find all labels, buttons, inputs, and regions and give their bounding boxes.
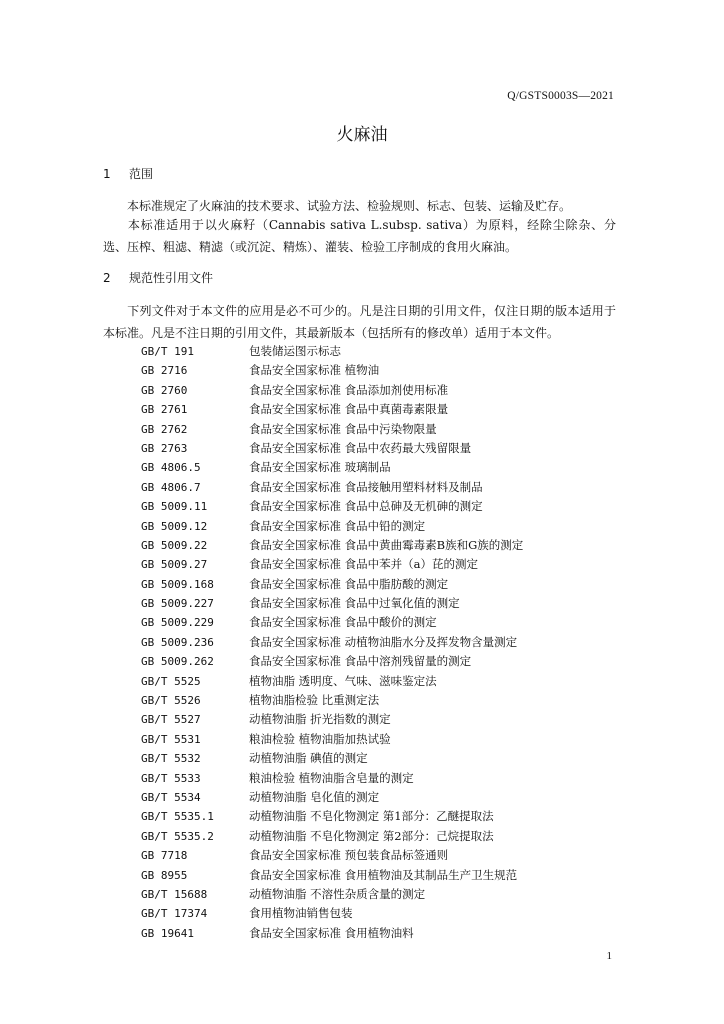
reference-code: GB 2763 xyxy=(141,441,188,455)
reference-item xyxy=(141,710,621,729)
reference-title: 动植物油脂 不溶性杂质含量的测定 xyxy=(249,886,426,901)
reference-item xyxy=(141,924,621,943)
reference-code: GB 5009.229 xyxy=(141,616,214,630)
reference-code: GB 5009.236 xyxy=(141,635,214,649)
reference-title: 食品安全国家标准 食用植物油料 xyxy=(249,925,414,940)
reference-code: GB 5009.27 xyxy=(141,558,208,572)
reference-item xyxy=(141,613,621,632)
reference-item xyxy=(141,342,621,361)
reference-title: 食品安全国家标准 食品中苯并（a）芘的测定 xyxy=(249,557,479,572)
reference-code: GB/T 17374 xyxy=(141,907,208,921)
reference-item xyxy=(141,788,621,807)
reference-title: 食品安全国家标准 食品中铅的测定 xyxy=(249,518,426,533)
paragraph-text: 本标准适用于以火麻籽（Cannabis sativa L.subsp. sativa）为原料，经除尘除杂、分选、压榨、粗滤、精滤（或沉淀、精炼）、灌装、检验工序制成的食用火麻油。 xyxy=(103,218,616,254)
reference-title: 粮油检验 植物油脂含皂量的测定 xyxy=(249,770,414,785)
reference-item xyxy=(141,400,621,419)
reference-code: GB 8955 xyxy=(141,868,188,882)
reference-title: 包装储运图示标志 xyxy=(249,344,341,358)
reference-item xyxy=(141,497,621,516)
reference-code: GB/T 5526 xyxy=(141,694,201,708)
reference-item xyxy=(141,652,621,671)
reference-title: 动植物油脂 不皂化物测定 第2部分：己烷提取法 xyxy=(249,828,494,843)
reference-title: 食品安全国家标准 食品接触用塑料材料及制品 xyxy=(249,479,483,494)
page-number: 1 xyxy=(606,950,612,962)
reference-title: 动植物油脂 不皂化物测定 第1部分：乙醚提取法 xyxy=(249,809,494,824)
reference-item xyxy=(141,827,621,846)
reference-title: 粮油检验 植物油脂加热试验 xyxy=(249,731,391,746)
section-number: 1 xyxy=(103,167,111,181)
reference-item xyxy=(141,730,621,749)
reference-code: GB/T 5535.1 xyxy=(141,810,214,824)
reference-code: GB 7718 xyxy=(141,849,188,863)
reference-title: 动植物油脂 皂化值的测定 xyxy=(249,789,380,804)
section-heading-scope xyxy=(103,165,153,182)
reference-item xyxy=(141,420,621,439)
paragraph-text: 本标准规定了火麻油的技术要求、试验方法、检验规则、标志、包装、运输及贮存。 xyxy=(127,199,572,213)
reference-code: GB 5009.168 xyxy=(141,577,214,591)
reference-item xyxy=(141,866,621,885)
reference-title: 食品安全国家标准 食品中农药最大残留限量 xyxy=(249,440,472,455)
paragraph-text: 下列文件对于本文件的应用是必不可少的。凡是注日期的引用文件，仅注日期的版本适用于本标准。凡是不注日期的引用文件，其最新版本（包括所有的修改单）适用于本文件。 xyxy=(103,304,616,340)
reference-code: GB/T 5527 xyxy=(141,713,201,727)
reference-title: 食品安全国家标准 食品中酸价的测定 xyxy=(249,615,437,630)
reference-list xyxy=(141,342,621,943)
reference-title: 食品安全国家标准 食品中脂肪酸的测定 xyxy=(249,576,449,591)
reference-code: GB 5009.262 xyxy=(141,655,214,669)
reference-item xyxy=(141,361,621,380)
standard-code: Q/GSTS0003S—2021 xyxy=(507,90,614,102)
reference-item xyxy=(141,672,621,691)
reference-item xyxy=(141,439,621,458)
reference-title: 食品安全国家标准 动植物油脂水分及挥发物含量测定 xyxy=(249,634,518,649)
reference-title: 食品安全国家标准 食品中溶剂残留量的测定 xyxy=(249,654,472,669)
reference-item xyxy=(141,555,621,574)
reference-item xyxy=(141,536,621,555)
reference-code: GB 4806.7 xyxy=(141,480,201,494)
reference-title: 食品安全国家标准 植物油 xyxy=(249,363,380,378)
reference-item xyxy=(141,478,621,497)
reference-code: GB 4806.5 xyxy=(141,461,201,475)
reference-title: 动植物油脂 碘值的测定 xyxy=(249,751,368,766)
reference-item xyxy=(141,904,621,923)
reference-code: GB/T 5533 xyxy=(141,771,201,785)
section-title: 规范性引用文件 xyxy=(129,271,214,285)
reference-code: GB 2762 xyxy=(141,422,188,436)
section-title: 范围 xyxy=(129,167,154,181)
reference-code: GB/T 5535.2 xyxy=(141,829,214,843)
reference-code: GB 2716 xyxy=(141,364,188,378)
reference-title: 食品安全国家标准 食品添加剂使用标准 xyxy=(249,382,449,397)
section-number: 2 xyxy=(103,271,111,285)
reference-title: 食品安全国家标准 食用植物油及其制品生产卫生规范 xyxy=(249,867,518,882)
reference-title: 食品安全国家标准 食品中污染物限量 xyxy=(249,421,437,436)
scope-paragraph-2 xyxy=(103,214,616,258)
reference-item xyxy=(141,594,621,613)
reference-item xyxy=(141,885,621,904)
reference-item xyxy=(141,575,621,594)
references-intro-paragraph xyxy=(103,300,616,344)
reference-title: 食品安全国家标准 食品中真菌毒素限量 xyxy=(249,402,449,417)
reference-title: 食品安全国家标准 食品中总砷及无机砷的测定 xyxy=(249,499,483,514)
reference-code: GB 5009.11 xyxy=(141,500,208,514)
reference-code: GB 5009.227 xyxy=(141,597,214,611)
reference-code: GB/T 5532 xyxy=(141,752,201,766)
reference-item xyxy=(141,458,621,477)
reference-item xyxy=(141,749,621,768)
reference-item xyxy=(141,846,621,865)
reference-item xyxy=(141,691,621,710)
reference-item xyxy=(141,633,621,652)
reference-code: GB/T 191 xyxy=(141,345,194,358)
reference-item xyxy=(141,807,621,826)
reference-code: GB/T 5534 xyxy=(141,790,201,804)
reference-item xyxy=(141,769,621,788)
reference-item xyxy=(141,517,621,536)
reference-title: 食品安全国家标准 预包装食品标签通则 xyxy=(249,848,449,863)
reference-item xyxy=(141,381,621,400)
reference-title: 食用植物油销售包装 xyxy=(249,906,353,921)
reference-code: GB 5009.22 xyxy=(141,538,208,552)
reference-title: 食品安全国家标准 食品中过氧化值的测定 xyxy=(249,596,460,611)
reference-title: 植物油脂 透明度、气味、滋味鉴定法 xyxy=(249,673,437,688)
reference-code: GB 19641 xyxy=(141,926,194,940)
reference-code: GB/T 5531 xyxy=(141,732,201,746)
reference-title: 植物油脂检验 比重测定法 xyxy=(249,693,380,708)
document-title: 火麻油 xyxy=(336,125,388,145)
reference-code: GB/T 5525 xyxy=(141,674,201,688)
reference-code: GB/T 15688 xyxy=(141,887,208,901)
reference-title: 食品安全国家标准 食品中黄曲霉毒素B族和G族的测定 xyxy=(249,537,524,552)
reference-code: GB 2760 xyxy=(141,383,188,397)
section-heading-normative-references xyxy=(103,269,213,286)
reference-title: 动植物油脂 折光指数的测定 xyxy=(249,712,391,727)
reference-title: 食品安全国家标准 玻璃制品 xyxy=(249,460,391,475)
reference-code: GB 5009.12 xyxy=(141,519,208,533)
reference-code: GB 2761 xyxy=(141,403,188,417)
